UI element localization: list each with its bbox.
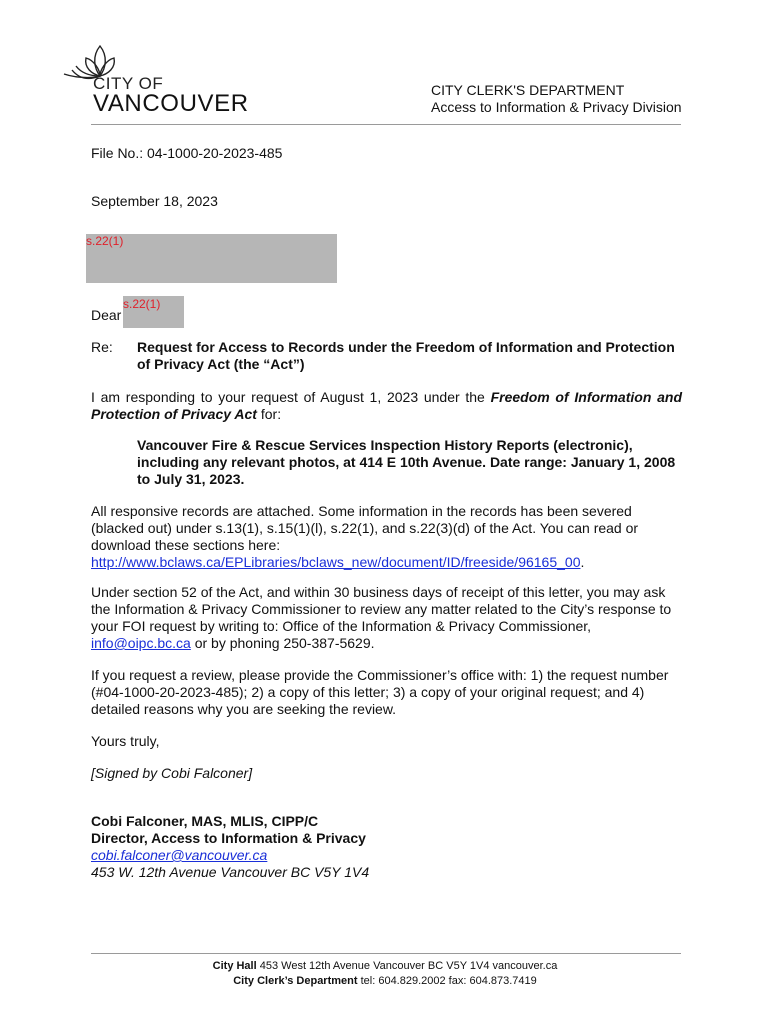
- oipc-email-link[interactable]: info@oipc.bc.ca: [91, 635, 191, 651]
- records-text: All responsive records are attached. Some information in the records has been severed (blacked out) under s.13(1), s.15(1)(l), s.22(1), and s.22(3)(d) of the Act. You can read or download these sections here:: [91, 503, 639, 553]
- bclaws-link[interactable]: http://www.bclaws.ca/EPLibraries/bclaws_new/document/ID/freeside/96165_00: [91, 554, 581, 570]
- re-label: Re:: [91, 339, 113, 355]
- re-subject: Request for Access to Records under the Freedom of Information and Protection of Privacy Act (the “Act”): [137, 339, 675, 372]
- footer-clerk-details: tel: 604.829.2002 fax: 604.873.7419: [357, 975, 537, 987]
- logo-line-1: CITY OF: [93, 74, 164, 93]
- department-division: Access to Information & Privacy Division: [431, 99, 682, 115]
- review-end: or by phoning 250-387-5629.: [190, 635, 375, 651]
- letter-date: September 18, 2023: [91, 193, 218, 209]
- footer-clerk-dept: City Clerk’s Department: [233, 975, 358, 987]
- records-paragraph: [91, 503, 682, 571]
- header-divider: [91, 124, 681, 125]
- signed-note: [Signed by Cobi Falconer]: [91, 765, 253, 781]
- signer-name: Cobi Falconer, MAS, MLIS, CIPP/C: [91, 813, 319, 829]
- intro-before: I am responding to your request of August 1, 2023 under the: [91, 389, 491, 405]
- act-name: Freedom of Information and Protection of Privacy Act: [91, 389, 682, 422]
- intro-paragraph: [91, 389, 682, 423]
- request-review-paragraph: If you request a review, please provide the Commissioner’s office with: 1) the request number (#04-1000-20-2023-485); 2) a copy of this letter; 3) a copy of your original request; and 4) detailed reasons why you are seeking the review.: [91, 667, 669, 717]
- redaction-label-salutation: s.22(1): [123, 297, 161, 311]
- signer-email-link[interactable]: cobi.falconer@vancouver.ca: [91, 847, 268, 863]
- footer-divider: [91, 953, 681, 954]
- review-paragraph: [91, 584, 682, 652]
- redacted-address-block: [86, 234, 337, 283]
- logo-line-2: VANCOUVER: [93, 90, 249, 117]
- review-text: Under section 52 of the Act, and within 30 business days of receipt of this letter, you may ask the Information & Privacy Commissioner to review any matter related to the City’s response to your FOI request by writing to: Office of the Information & Privacy Commissioner,: [91, 584, 672, 634]
- request-description: Vancouver Fire & Rescue Services Inspection History Reports (electronic), including any relevant photos, at 414 E 10th Avenue. Date range: January 1, 2008 to July 31, 2023.: [137, 437, 676, 487]
- signer-title: Director, Access to Information & Privacy: [91, 830, 366, 846]
- salutation: Dear: [91, 307, 122, 323]
- department-heading: [431, 82, 682, 116]
- department-name: CITY CLERK'S DEPARTMENT: [431, 82, 625, 98]
- footer-line-2: [0, 974, 770, 989]
- footer-city-hall: City Hall: [212, 960, 257, 972]
- footer-line-1: [0, 959, 770, 974]
- closing: Yours truly,: [91, 733, 160, 749]
- redaction-label-address: s.22(1): [86, 234, 124, 248]
- signer-address: 453 W. 12th Avenue Vancouver BC V5Y 1V4: [91, 864, 370, 880]
- footer-city-hall-details: 453 West 12th Avenue Vancouver BC V5Y 1V4 vancouver.ca: [256, 960, 558, 972]
- intro-after: for:: [256, 406, 282, 422]
- records-end: .: [580, 554, 585, 570]
- signature-block: [91, 813, 369, 881]
- file-number: File No.: 04-1000-20-2023-485: [91, 145, 283, 161]
- city-of-vancouver-logo: [62, 40, 252, 120]
